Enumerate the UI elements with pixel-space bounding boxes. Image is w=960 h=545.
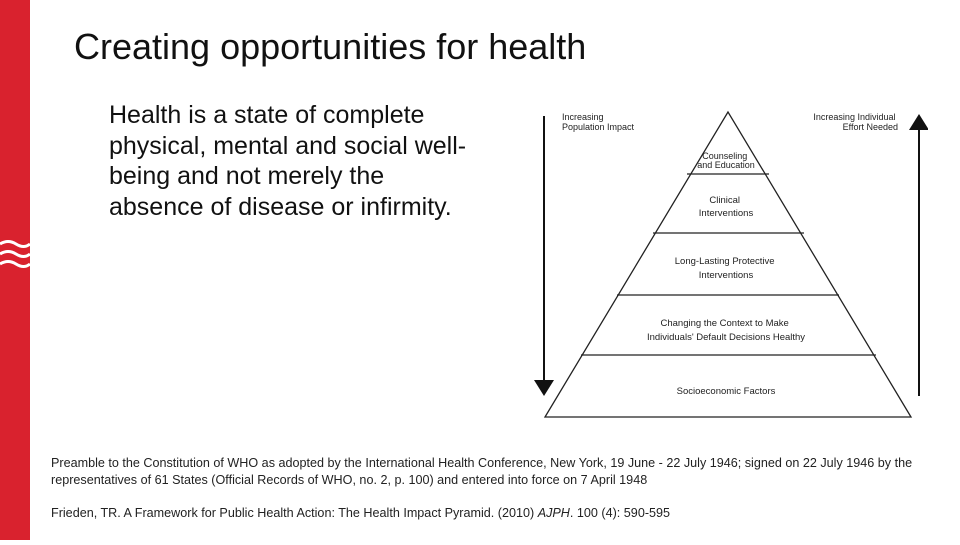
red-sidebar <box>0 0 30 540</box>
tier-protective-interventions: Long-Lasting Protective Interventions <box>674 256 775 281</box>
tier-changing-context: Changing the Context to Make Individuals' Default Decisions Healthy <box>646 318 806 343</box>
slide-title: Creating opportunities for health <box>74 26 587 67</box>
wave-lines-icon <box>0 0 30 540</box>
right-arrow-label: Increasing Individual Effort Needed <box>813 112 898 132</box>
tier-clinical-interventions: Clinical Interventions <box>698 195 754 219</box>
health-definition: Health is a state of complete physical, mental and social well-being and not merely the absence of disease or infirmity. <box>109 101 467 221</box>
who-reference: Preamble to the Constitution of WHO as adopted by the International Health Conference, New York, 19 June - 22 July 1946; signed on 22 July 1946 by the representatives of 61 States (Official Records of WHO, no. 2, p. 100) and entered into force on 7 April 1948 <box>51 456 913 487</box>
health-impact-pyramid <box>528 100 928 425</box>
down-arrow-icon <box>534 380 554 396</box>
references <box>51 455 921 522</box>
tier-socioeconomic-factors: Socioeconomic Factors <box>676 386 776 397</box>
left-arrow-label: Increasing Population Impact <box>562 112 635 132</box>
frieden-reference: Frieden, TR. A Framework for Public Health Action: The Health Impact Pyramid. (2010) AJPH. 100 (4): 590-595 <box>51 506 671 520</box>
journal-name: AJPH <box>537 506 570 520</box>
tier-counseling-education: Counseling and Education <box>697 151 755 170</box>
up-arrow-icon <box>909 114 928 130</box>
